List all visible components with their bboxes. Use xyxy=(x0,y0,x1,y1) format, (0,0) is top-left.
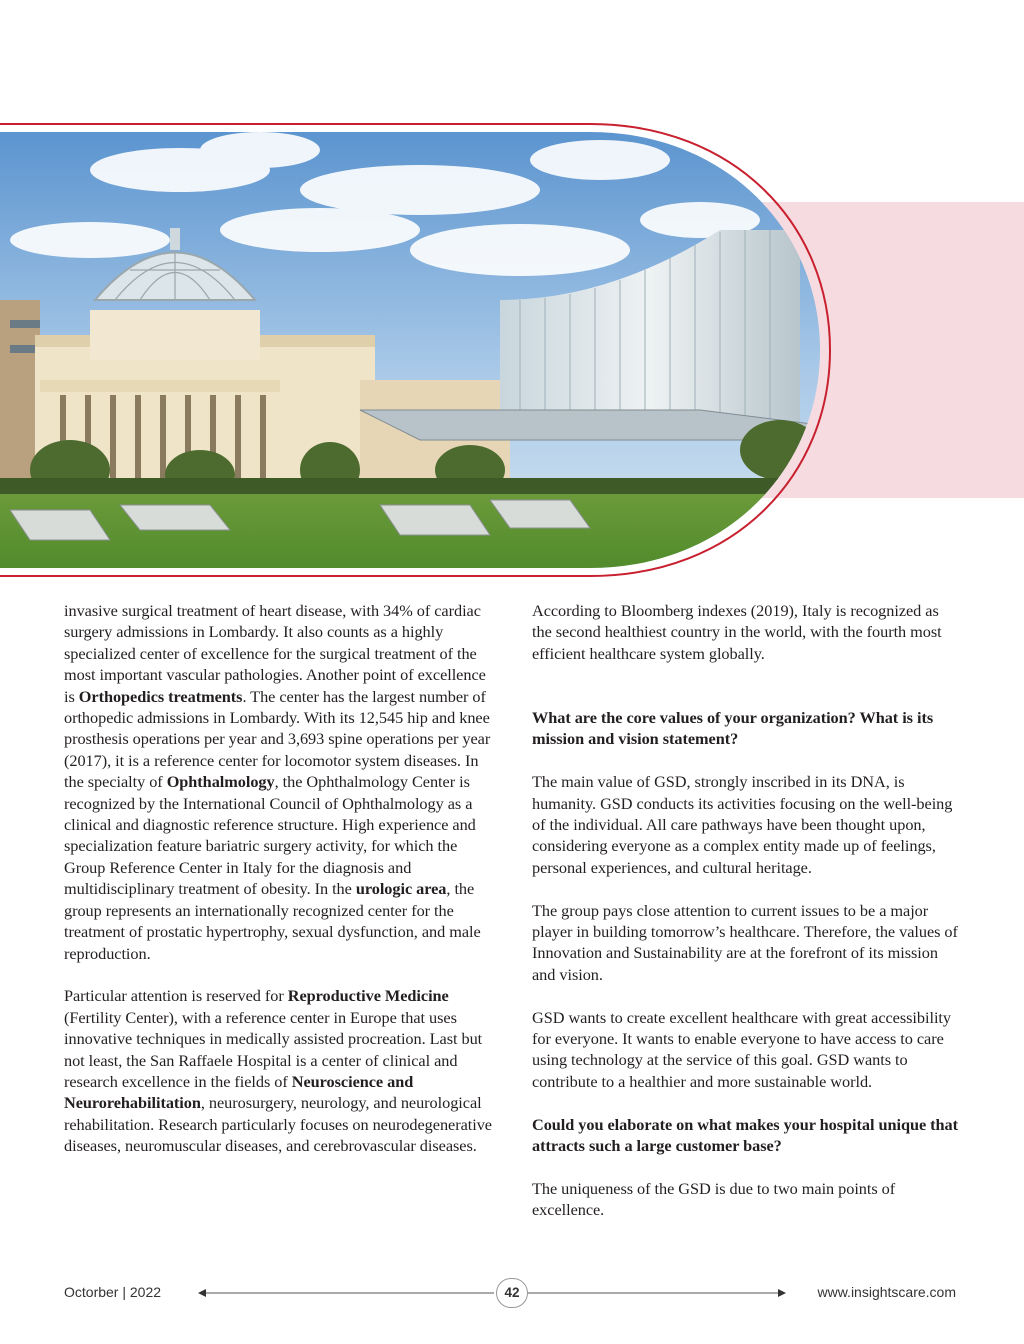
bold-orthopedics: Orthopedics treatments xyxy=(78,686,243,706)
website-url: www.insightscare.com xyxy=(817,1284,956,1300)
page-number: 42 xyxy=(496,1278,528,1308)
issue-date: Octorber | 2022 xyxy=(64,1284,162,1300)
bold-neuroscience: Neuroscience and Neurorehabilitation xyxy=(64,1071,414,1113)
bold-ophthalmology: Ophthalmology xyxy=(166,772,275,792)
bold-reproductive-medicine: Reproductive Medicine xyxy=(287,986,449,1006)
question-core-values: What are the core values of your organization? What is its mission and vision statement? xyxy=(532,708,934,749)
arrow-right-icon xyxy=(778,1289,786,1297)
left-column xyxy=(64,600,496,1157)
left-paragraph-2: Particular attention is reserved for Reproductive Medicine (Fertility Center), with a reference center in Europe that uses innovative techniques in medically assisted procreation. Last but not least, the San Raffaele Hospital is a center of clinical and research excellence in the fields of Neuroscience and Neurorehabilitation, neurosurgery, neurology, and neurological rehabilitation. Research particularly focuses on neurodegenerative diseases, neuromuscular diseases, and cerebrovascular diseases. xyxy=(64,986,492,1156)
right-paragraph-3: The group pays close attention to current issues to be a major player in building tomorrow’s healthcare. Therefore, the values of Innovation and Sustainability are at the forefront of its mission and vision. xyxy=(532,900,958,984)
right-paragraph-2: The main value of GSD, strongly inscribed in its DNA, is humanity. GSD conducts its activities focusing on the well-being of the individual. All care pathways have been thought upon, considering everyone as a complex entity made up of feelings, personal experiences, and cultural heritage. xyxy=(532,772,953,877)
page-footer xyxy=(0,1278,1024,1308)
bold-urologic-area: urologic area xyxy=(355,879,447,899)
right-paragraph-5: The uniqueness of the GSD is due to two main points of excellence. xyxy=(532,1178,896,1220)
question-uniqueness: Could you elaborate on what makes your hospital unique that attracts such a large customer base? xyxy=(532,1114,959,1156)
right-column xyxy=(532,600,962,1221)
right-paragraph-1: According to Bloomberg indexes (2019), Italy is recognized as the second healthiest country in the world, with the fourth most efficient healthcare system globally. xyxy=(532,601,942,663)
hospital-photo xyxy=(0,130,830,574)
left-paragraph-1: invasive surgical treatment of heart disease, with 34% of cardiac surgery admissions in Lombardy. It also counts as a highly specialized center of excellence for the surgical treatment of the most important vascular pathologies. Another point of excellence is Orthopedics treatments. The center has the largest number of orthopedic admissions in Lombardy. With its 12,545 hip and knee prosthesis operations per year and 3,693 spine operations per year (2017), it is a reference center for locomotor system diseases. In the specialty of Ophthalmology, the Ophthalmology Center is recognized by the International Council of Ophthalmology as a clinical and diagnostic reference structure. High experience and specialization feature bariatric surgery activity, for which the Group Reference Center in Italy for the diagnosis and multidisciplinary treatment of obesity. In the urologic area, the group represents an internationally recognized center for the treatment of prostatic hypertrophy, sexual dysfunction, and male reproduction. xyxy=(64,601,491,963)
arrow-left-icon xyxy=(198,1289,206,1297)
hero-image-panel xyxy=(0,0,1024,600)
right-paragraph-4: GSD wants to create excellent healthcare with great accessibility for everyone. It wants to enable everyone to have access to care using technology at the service of this goal. GSD wants to contribute to a healthier and more sustainable world. xyxy=(532,1007,951,1091)
